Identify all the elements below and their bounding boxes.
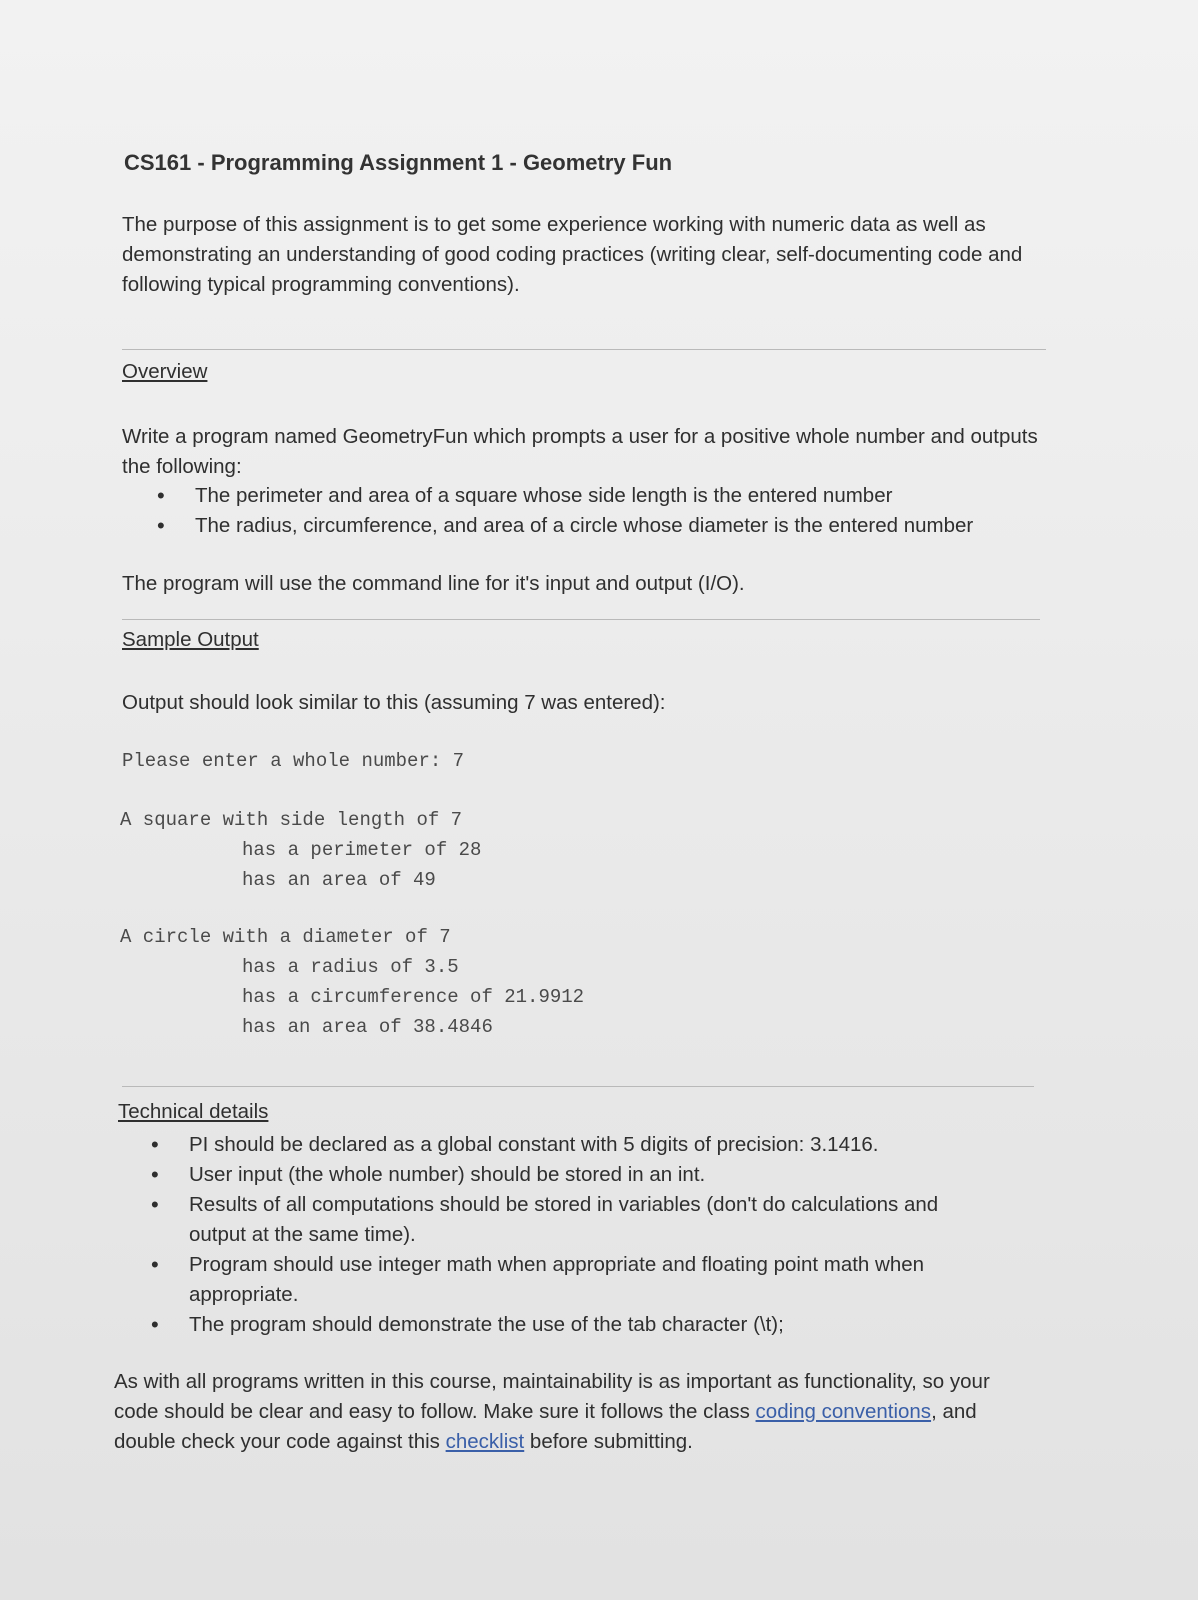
io-note: The program will use the command line for it's input and output (I/O). [122, 572, 745, 595]
closing-paragraph [114, 1367, 1014, 1457]
checklist-link[interactable]: checklist [445, 1430, 525, 1453]
divider [122, 619, 1040, 620]
overview-bullet-list [157, 481, 1057, 541]
technical-details-heading: Technical details [118, 1100, 269, 1123]
list-item: • PI should be declared as a global constant with 5 digits of precision: 3.1416. [151, 1130, 991, 1160]
square-area-line: has an area of 49 [242, 869, 436, 891]
list-item: • The radius, circumference, and area of a circle whose diameter is the entered number [157, 511, 1057, 541]
closing-text-3: before submitting. [524, 1430, 693, 1453]
closing-text-2: , and double check your code against this [114, 1400, 977, 1453]
square-perimeter-line: has a perimeter of 28 [242, 839, 482, 861]
circle-circumference-line: has a circumference of 21.9912 [242, 986, 585, 1008]
circle-radius-line: has a radius of 3.5 [242, 956, 459, 978]
overview-heading: Overview [122, 360, 208, 383]
circle-area-line: has an area of 38.4846 [242, 1016, 493, 1038]
list-item: • User input (the whole number) should be stored in an int. [151, 1160, 991, 1190]
square-header-line: A square with side length of 7 [120, 809, 463, 831]
technical-bullet-list [151, 1130, 991, 1340]
divider [122, 1086, 1034, 1087]
circle-header-line: A circle with a diameter of 7 [120, 926, 451, 948]
list-item: • The program should demonstrate the use of the tab character (\t); [151, 1310, 991, 1340]
coding-conventions-link[interactable]: coding conventions [755, 1400, 932, 1423]
sample-output-heading: Sample Output [122, 628, 259, 651]
page-title: CS161 - Programming Assignment 1 - Geometry Fun [124, 150, 673, 175]
intro-paragraph: The purpose of this assignment is to get some experience working with numeric data as well as demonstrating an understanding of good coding practices (writing clear, self-documenting code and following typical programming conventions). [122, 213, 1023, 296]
list-item: • Program should use integer math when appropriate and floating point math when appropriate. [151, 1250, 991, 1310]
list-item: • The perimeter and area of a square whose side length is the entered number [157, 481, 1057, 511]
sample-output-intro: Output should look similar to this (assuming 7 was entered): [122, 691, 666, 714]
list-item: • Results of all computations should be stored in variables (don't do calculations and output at the same time). [151, 1190, 991, 1250]
divider [122, 349, 1046, 350]
overview-text: Write a program named GeometryFun which prompts a user for a positive whole number and outputs the following: [122, 425, 1038, 478]
closing-text-1: As with all programs written in this course, maintainability is as important as functionality, so your code should be clear and easy to follow. Make sure it follows the class [114, 1370, 990, 1423]
sample-prompt-line: Please enter a whole number: 7 [122, 750, 465, 772]
